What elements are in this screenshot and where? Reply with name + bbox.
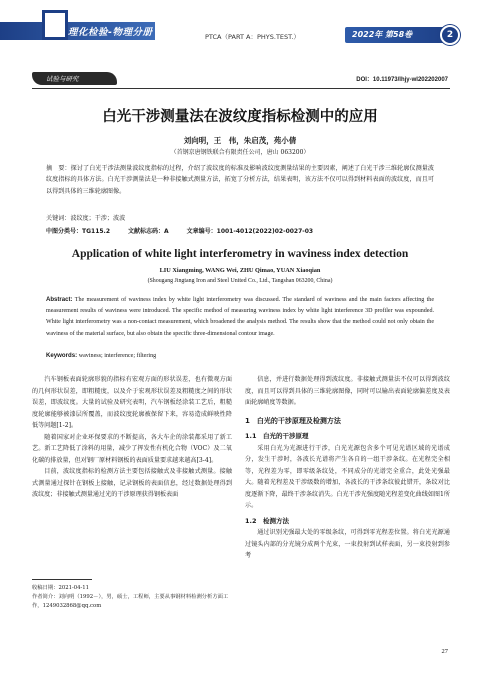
paragraph: 目前，波纹度指标的检测方法主要包括接触式及非接触式测量。接触式测量通过探针在钢板上接触，记录钢板的表面信息，经过数据处理得到波纹度；非接触式测量通过光的干涉原理获得钢板表面 bbox=[32, 468, 232, 498]
keywords-label: Keywords: bbox=[46, 352, 78, 359]
abstract-chinese: 摘 要：探讨了白光干涉法测量波纹度指标的过程，介绍了波纹度的标准及影响波纹度测量结果的主要因素，阐述了白光干涉三维轮廓仪测量波纹度指标的具体方法。白光干涉测量法是一种非接触式测量方法，拓宽了分析方法，结果表明，该方法不仅可以得到材料表面的波纹度，而且可以得到具体的三维轮廓图像。 bbox=[46, 165, 434, 195]
title-chinese: 白光干涉测量法在波纹度指标检测中的应用 bbox=[102, 109, 378, 125]
authors-english: LIU Xiangming, WANG Wei, ZHU Qimao, YUAN Xiaoqian bbox=[159, 267, 321, 274]
section-banner-text: 理化检验-物理分册 bbox=[68, 27, 153, 38]
body-column-left bbox=[32, 374, 232, 501]
abstract-english bbox=[46, 295, 434, 340]
article-number: 文章编号：1001-4012(2022)02-0027-03 bbox=[186, 228, 314, 235]
abstract-text: The measurement of waviness index by white light interferometry was discussed. The standard of waviness and the main factors affecting the measurement results of waviness were introduced. The specific method of measuring waviness index by white light interference 3D profiler was expounded. White light interferometry was a non-contact measurement, which broadened the analysis method. The results show that the method could not only obtain the waviness of the material surface, but also obtain the specific three-dimensional contour image. bbox=[46, 297, 435, 337]
abstract-label: Abstract: bbox=[46, 297, 73, 303]
issue-number: 2 bbox=[440, 25, 460, 45]
clc-number: 中图分类号：TG115.2 bbox=[46, 228, 110, 235]
author-bio: 作者简介：刘向明（1992－），男，硕士，工程师，主要从事钢材料检测分析方面工作，1249032868@qq.com bbox=[32, 594, 229, 609]
paragraph: 通过识别光强最大处的零级条纹，可得到零光程差位置。将白光光源通过镜头内部的分光镜分成两个光束，一束投射到试样表面，另一束投射到参考 bbox=[245, 529, 450, 559]
document-code: 文献标志码：A bbox=[128, 228, 169, 235]
classification-chinese bbox=[46, 226, 434, 235]
keywords-english bbox=[46, 352, 156, 359]
subsection-heading: 1.1 白光的干涉原理 bbox=[245, 432, 309, 440]
authors-chinese: 刘向明，王 伟，朱启茂，苑小倩 bbox=[183, 136, 297, 145]
keywords-chinese: 关键词：波纹度；干涉；波波 bbox=[46, 215, 126, 222]
footnote bbox=[32, 584, 232, 611]
year-volume: 2022年 第58卷 bbox=[352, 30, 413, 39]
affiliation-english: (Shougang Jingtang Iron and Steel United Co., Ltd., Tangshan 063200, China) bbox=[147, 278, 333, 284]
paragraph: 汽车钢板表面轮廓形貌的指标有宏观方面的形状误差，也有微观方面的几何形状误差，即粗糙度，以及介于宏观形状误差及粗糙度之间的形状误差，即波纹度。大量的试验及研究表明，汽车钢板经涂装工艺后，粗糙度轮廓能够被漆层所覆盖，而波纹度轮廓被保留下来，容易造成鲜映性降低等问题[1-2]。 bbox=[32, 376, 232, 429]
journal-logo-icon bbox=[42, 10, 68, 40]
paragraph: 采用白光为光源进行干涉，白光光源包含多个可见光谱区域的光谱成分，发生干涉时，各波长光谱将产生各自的一组干涉条纹。在光程完全相等，光程差为零，即零级条纹处，不同成分的光谱完全重合，此处光强最大。随着光程差及干涉级数的增加，各波长的干涉条纹彼此错开，条纹对比度逐渐下降，最终干涉条纹消失。白光干涉光强度随光程差变化曲线如图1所示。 bbox=[245, 444, 450, 509]
journal-name: PTCA（PART A：PHYS.TEST.） bbox=[205, 33, 300, 41]
page-number: 27 bbox=[441, 648, 448, 655]
column-tag: 试验与研究 bbox=[32, 72, 117, 85]
title-english: Application of white light interferometry in waviness index detection bbox=[71, 248, 409, 260]
subsection-heading: 1.2 检测方法 bbox=[245, 516, 290, 525]
received-date: 收稿日期：2021-04-11 bbox=[32, 585, 90, 591]
paragraph: 随着国家对企业环保要求的不断提高，各大车企的涂装都采用了新工艺。新工艺降低了涂料的用量，减少了挥发性有机化合物（VOC）及二氧化碳的排放量，但对钢厂原材料钢板的表面质量要求越来越高[3-4]。 bbox=[32, 433, 232, 464]
paragraph: 信息，并进行数据处理得到波纹度。非接触式测量法不仅可以得到波纹度，而且可以得到具体的三维轮廓图像，同时可以输出表面轮廓偏差度及表面轮廓峭度等数据。 bbox=[245, 376, 450, 406]
section-heading: 1 白光的干涉原理及检测方法 bbox=[245, 416, 341, 425]
body-column-right bbox=[245, 374, 450, 562]
affiliation-chinese: （首钢京唐钢铁联合有限责任公司，唐山 063200） bbox=[170, 149, 310, 156]
journal-header bbox=[0, 0, 480, 58]
top-rule bbox=[32, 88, 450, 89]
footnote-rule bbox=[32, 579, 92, 580]
doi[interactable]: DOI：10.11973/lhjy-wl202202007 bbox=[356, 77, 448, 83]
keywords-text: waviness; interference; filtering bbox=[78, 353, 157, 359]
